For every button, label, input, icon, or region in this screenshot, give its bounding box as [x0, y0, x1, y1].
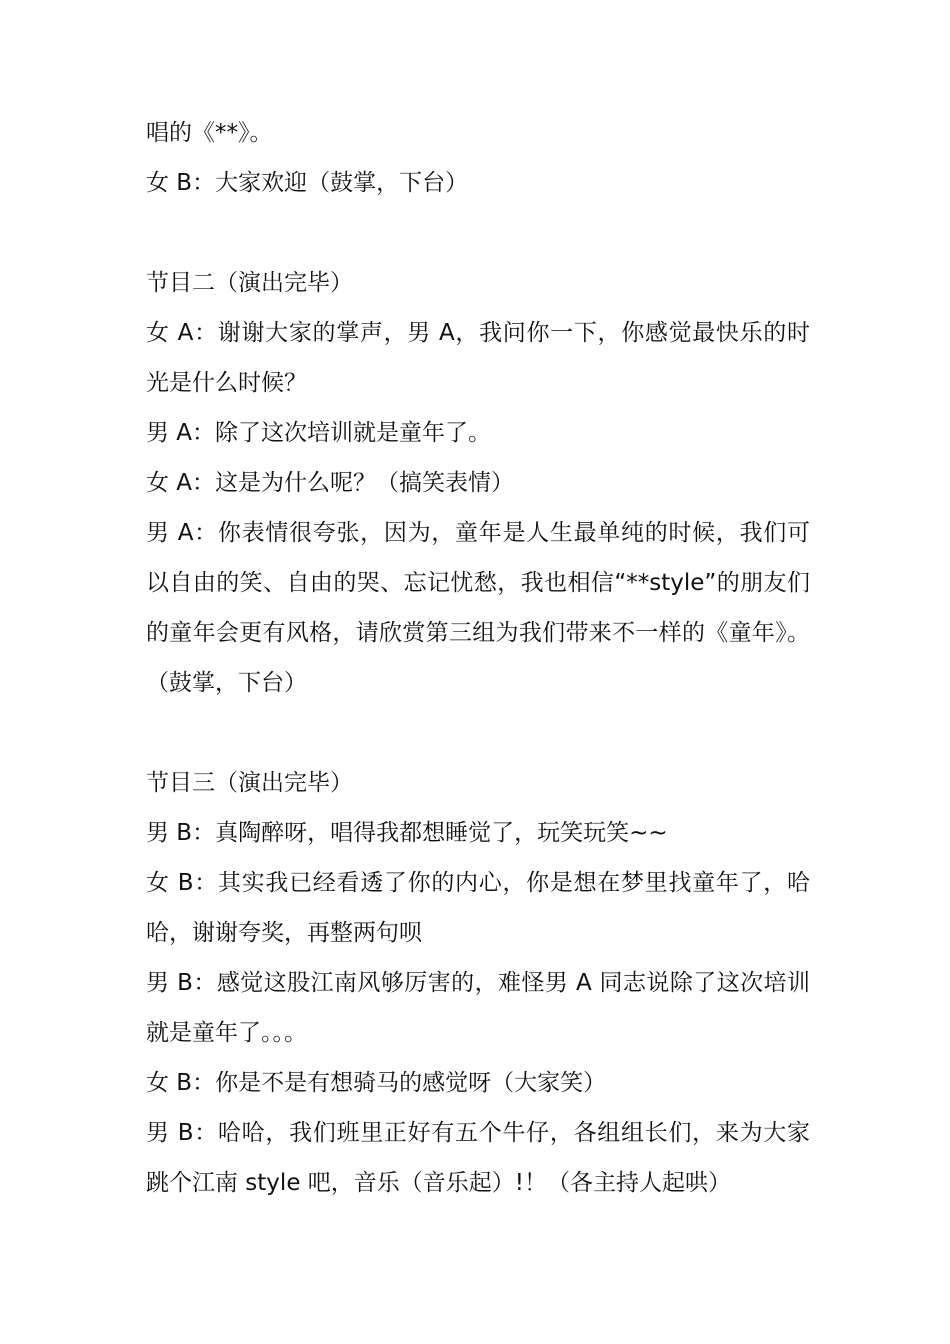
paragraph-female-a-why: 女 A：这是为什么呢？（搞笑表情） [146, 470, 515, 496]
paragraph-male-a-childhood: 男 A：你表情很夸张，因为，童年是人生最单纯的时候，我们可以自由的笑、自由的哭、忘记忧愁，我也相信“**style”的朋友们的童年会更有风格，请欣赏第三组为我们带来不一样的《童年》。（鼓掌，下台） [146, 520, 810, 696]
blank-line [146, 208, 810, 258]
paragraph-female-b-dream: 女 B：其实我已经看透了你的内心，你是想在梦里找童年了，哈哈，谢谢夸奖，再整两句呗 [146, 870, 810, 946]
paragraph-male-b-gangnam: 男 B：感觉这股江南风够厉害的，难怪男 A 同志说除了这次培训就是童年了。。。 [146, 970, 810, 1046]
paragraph-song-title-end: 唱的《**》。 [146, 120, 273, 146]
blank-line [146, 708, 810, 758]
paragraph-male-b-intoxicated: 男 B：真陶醉呀，唱得我都想睡觉了，玩笑玩笑~~ [146, 820, 668, 846]
paragraph-male-b-cowboys: 男 B：哈哈，我们班里正好有五个牛仔，各组组长们，来为大家跳个江南 style 吧，音乐（音乐起）!！（各主持人起哄） [146, 1120, 810, 1196]
paragraph-female-b-welcome: 女 B：大家欢迎（鼓掌，下台） [146, 170, 469, 196]
paragraph-male-a-answer: 男 A：除了这次培训就是童年了。 [146, 420, 492, 446]
heading-program-two: 节目二（演出完毕） [146, 270, 353, 296]
paragraph-female-b-horse: 女 B：你是不是有想骑马的感觉呀（大家笑） [146, 1070, 607, 1096]
document-body [146, 108, 810, 1208]
heading-program-three: 节目三（演出完毕） [146, 770, 353, 796]
paragraph-female-a-question: 女 A：谢谢大家的掌声，男 A，我问你一下，你感觉最快乐的时光是什么时候？ [146, 320, 810, 396]
